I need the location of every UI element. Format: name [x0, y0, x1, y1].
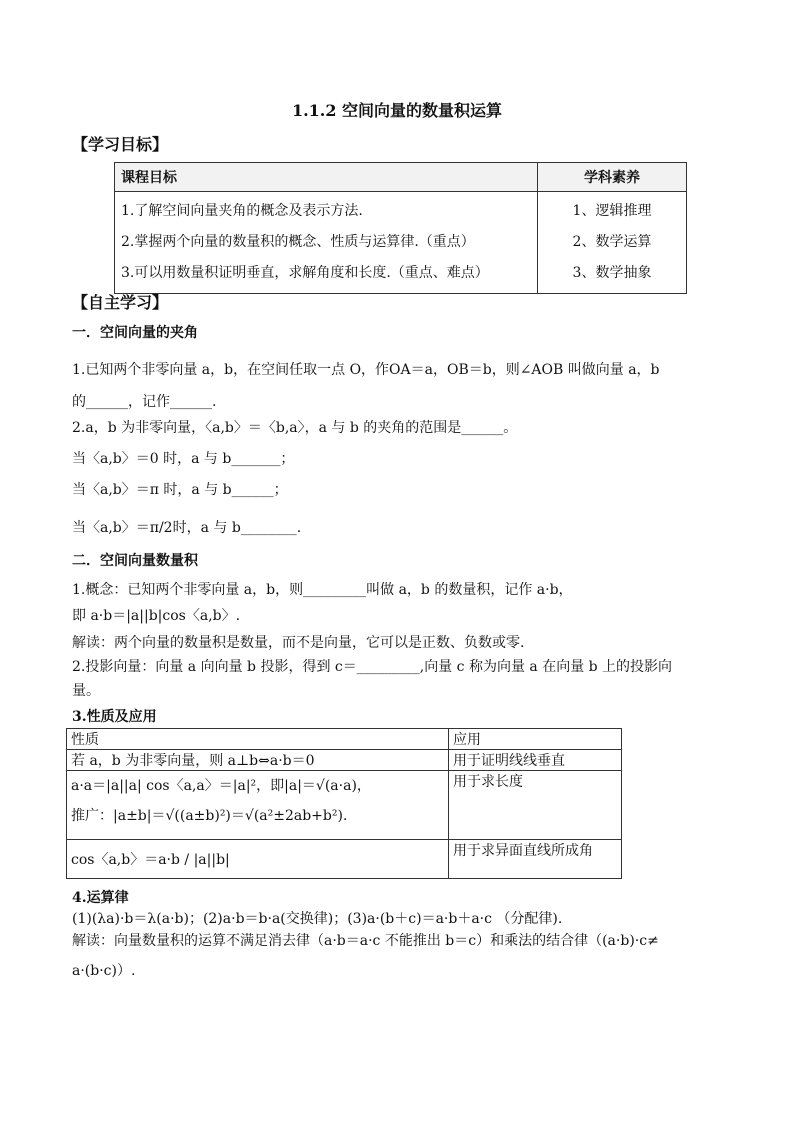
angle-definition-line1: 1.已知两个非零向量 a，b，在空间任取一点 O，作OA＝a，OB＝b，则∠AOB 叫做向量 a，b	[72, 362, 660, 378]
concept-explain: 解读：两个向量的数量积是数量，而不是向量，它可以是正数、负数或零.	[72, 635, 525, 651]
section-learning-goals: 【学习目标】	[72, 135, 169, 154]
goal-1: 1.了解空间向量夹角的概念及表示方法.	[121, 203, 363, 219]
table-row	[67, 840, 622, 879]
application-perpendicular: 用于证明线线垂直	[449, 750, 622, 771]
laws-explain-line2: a·(b·c)）.	[72, 963, 136, 979]
angle-range: 2.a，b 为非零向量，〈a,b〉＝〈b,a〉，a 与 b 的夹角的范围是______。	[72, 420, 518, 436]
goal-2: 2.掌握两个向量的数量积的概念、性质与运算律.（重点）	[121, 234, 475, 250]
section-self-study: 【自主学习】	[72, 293, 169, 312]
header-application: 应用	[449, 729, 622, 750]
heading-angle: 一．空间向量的夹角	[72, 325, 198, 341]
property-length: a·a＝|a||a| cos〈a,a〉＝|a|²，即|a|＝√(a·a)， 推广：|a±b|＝√((a±b)²)＝√(a²±2ab+b²).	[67, 771, 449, 840]
literacy-2: 2、数学运算	[572, 234, 652, 250]
laws-line: (1)(λa)·b＝λ(a·b)；(2)a·b＝b·a(交换律)；(3)a·(b＋c)＝a·b＋a·c （分配律).	[72, 911, 563, 927]
concept-line1: 1.概念：已知两个非零向量 a，b，则_________叫做 a，b 的数量积，记作 a·b，	[72, 582, 573, 598]
concept-line2: 即 a·b＝|a||b|cos〈a,b〉.	[72, 608, 241, 624]
angle-definition-line2: 的______，记作______.	[72, 394, 217, 410]
property-cosine: cos〈a,b〉＝a·b / |a||b|	[67, 840, 449, 879]
literacy-1: 1、逻辑推理	[572, 203, 652, 219]
header-subject-literacy: 学科素养	[538, 163, 687, 192]
literacy-3: 3、数学抽象	[572, 265, 652, 281]
header-property: 性质	[67, 729, 449, 750]
goals-table	[114, 162, 687, 294]
header-course-goal: 课程目标	[115, 163, 538, 192]
properties-table	[66, 728, 622, 879]
table-row	[67, 771, 622, 840]
projection-line2: 量。	[72, 683, 100, 699]
angle-pi-case: 当〈a,b〉＝π 时，a 与 b______；	[72, 482, 288, 498]
angle-half-pi-case: 当〈a,b〉＝π/2时，a 与 b________.	[72, 520, 302, 536]
application-length: 用于求长度	[449, 771, 622, 840]
heading-properties: 3.性质及应用	[72, 709, 157, 725]
heading-laws: 4.运算律	[72, 890, 129, 906]
application-angle: 用于求异面直线所成角	[449, 840, 622, 879]
properties-table-header	[67, 729, 622, 750]
angle-zero-case: 当〈a,b〉＝0 时，a 与 b_______；	[72, 451, 295, 467]
page-title: 1.1.2 空间向量的数量积运算	[291, 101, 503, 120]
laws-explain-line1: 解读：向量数量积的运算不满足消去律（a·b＝a·c 不能推出 b＝c）和乘法的结合律（(a·b)·c≠	[72, 933, 659, 949]
goal-3: 3.可以用数量积证明垂直，求解角度和长度.（重点、难点）	[121, 265, 489, 281]
table-row	[67, 750, 622, 771]
property-perpendicular: 若 a，b 为非零向量，则 a⊥b⇔a·b＝0	[67, 750, 449, 771]
heading-dot-product: 二．空间向量数量积	[72, 553, 198, 569]
table-row	[115, 192, 687, 294]
projection-line1: 2.投影向量：向量 a 向向量 b 投影，得到 c＝_________,向量 c 称为向量 a 在向量 b 上的投影向	[72, 659, 673, 675]
goals-table-header	[115, 163, 687, 192]
